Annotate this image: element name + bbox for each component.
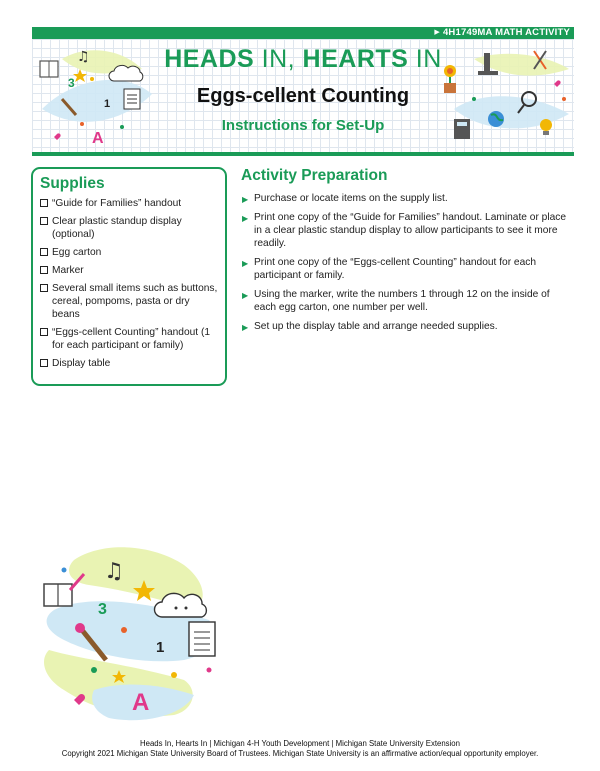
bullet-arrow-icon: ▶: [242, 195, 249, 204]
bullet-arrow-icon: ▶: [242, 259, 249, 268]
header-bar: [32, 27, 574, 39]
bullet-arrow-icon: ▶: [242, 323, 249, 332]
checkbox-icon: [40, 284, 48, 292]
number-1: 1: [156, 639, 165, 656]
banner-number-3: 3: [68, 76, 75, 90]
checkbox-icon: [40, 248, 48, 256]
list-item: Display table: [40, 357, 219, 370]
checkbox-icon: [40, 359, 48, 367]
music-note-icon: ♫: [77, 49, 90, 65]
page-subtitle: Instructions for Set-Up: [221, 117, 385, 134]
page-footer: [0, 739, 600, 759]
supplies-box: [31, 167, 227, 386]
list-item: ▶ Print one copy of the “Eggs-cellent Counting” handout for each participant or family.: [242, 257, 537, 281]
preparation-list: [241, 192, 571, 333]
supplies-list: [40, 197, 219, 370]
banner-number-1: 1: [104, 98, 111, 110]
footer-credits: Heads In, Hearts In | Michigan 4-H Youth Development | Michigan State University Extension: [140, 739, 460, 748]
checkbox-icon: [40, 199, 48, 207]
activity-title: Eggs-cellent Counting: [196, 85, 410, 107]
triangle-icon: ▶: [434, 29, 440, 36]
list-item: ▶ Set up the display table and arrange needed supplies.: [242, 321, 498, 332]
activity-code: 4H1749MA MATH ACTIVITY: [442, 27, 570, 38]
checkbox-icon: [40, 266, 48, 274]
list-item: “Guide for Families” handout: [40, 197, 219, 210]
checkbox-icon: [40, 328, 48, 336]
banner-letter-a: A: [92, 130, 104, 147]
footer-copyright: Copyright 2021 Michigan State University Board of Trustees. Michigan State University is an affirmative action/equal opportunity employer.: [61, 749, 539, 758]
preparation-section: [241, 167, 571, 339]
program-title: HEADS IN, HEARTS IN: [164, 45, 442, 73]
bullet-arrow-icon: ▶: [242, 291, 249, 300]
supplies-heading: Supplies: [40, 175, 105, 192]
list-item: Clear plastic standup display (optional): [40, 215, 219, 241]
notepad-icon: [189, 622, 215, 656]
preparation-heading: Activity Preparation: [241, 167, 388, 184]
bullet-arrow-icon: ▶: [242, 214, 249, 223]
list-item: ▶ Print one copy of the “Guide for Families” handout. Laminate or place in a clear plastic standup display to allow participants to see it more readily.: [242, 212, 567, 249]
list-item: Egg carton: [40, 246, 219, 259]
list-item: “Eggs-cellent Counting” handout (1 for each participant or family): [40, 326, 219, 352]
list-item: Several small items such as buttons, cereal, pompoms, pasta or dry beans: [40, 282, 219, 321]
music-note-icon: ♫: [104, 559, 124, 584]
decorative-illustration: [34, 540, 229, 730]
banner-divider: [32, 152, 574, 156]
list-item: Marker: [40, 264, 219, 277]
list-item: ▶ Purchase or locate items on the supply list.: [242, 193, 448, 204]
letter-a: A: [132, 689, 150, 716]
number-3: 3: [98, 601, 107, 618]
heart-icon: [54, 133, 61, 140]
checkbox-icon: [40, 217, 48, 225]
title-banner: [32, 39, 574, 152]
activity-tag: [434, 27, 570, 39]
list-item: ▶ Using the marker, write the numbers 1 through 12 on the inside of each egg carton, one number per well.: [242, 289, 550, 313]
